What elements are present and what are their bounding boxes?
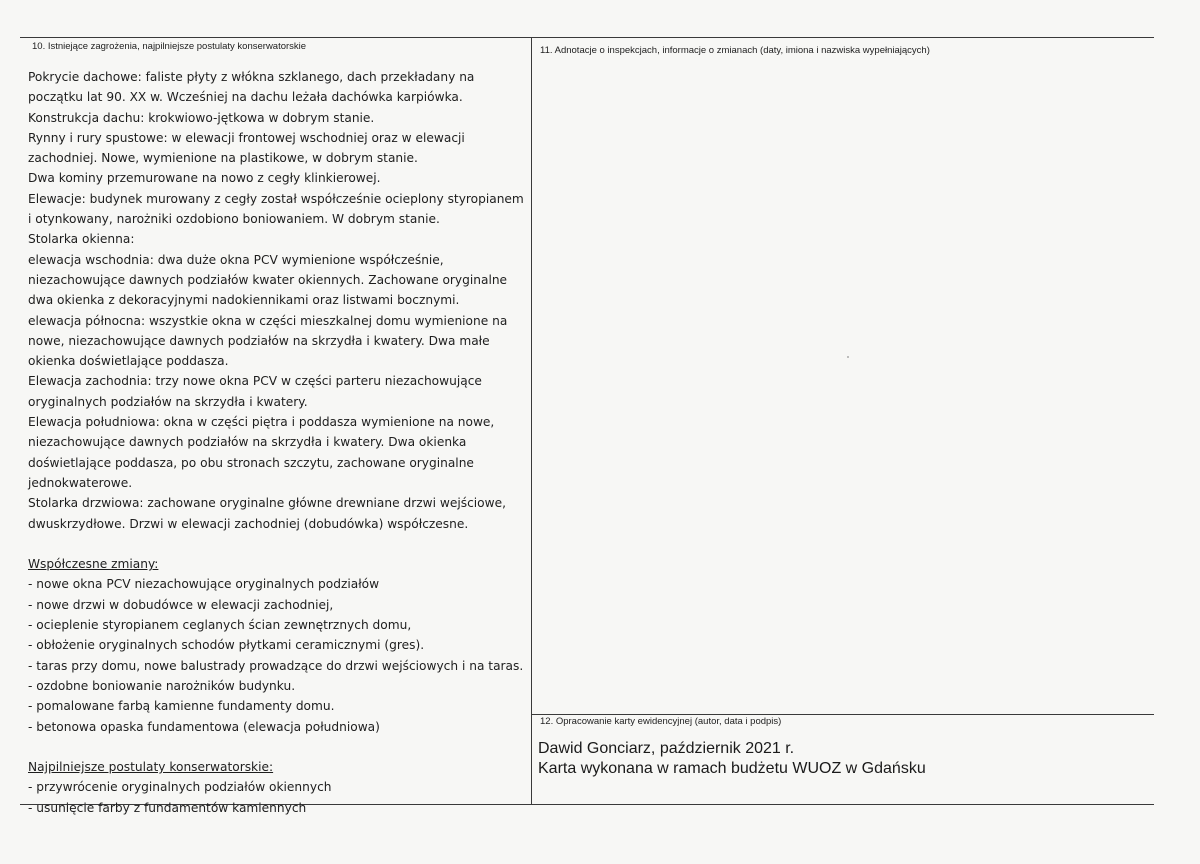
description-line: oryginalnych podziałów na skrzydła i kwatery. xyxy=(28,394,308,409)
postulates-heading: Najpilniejsze postulaty konserwatorskie: xyxy=(28,760,274,775)
list-item: - nowe okna PCV niezachowujące oryginalnych podziałów xyxy=(28,577,380,592)
description-line: niezachowujące dawnych podziałów kwater okiennych. Zachowane oryginalne xyxy=(28,272,508,287)
section-11-label: 11. Adnotacje o inspekcjach, informacje o zmianach (daty, imiona i nazwiska wypełniających) xyxy=(540,45,930,56)
description-line: elewacja wschodnia: dwa duże okna PCV wymienione współcześnie, xyxy=(28,252,444,267)
section-12-label: 12. Opracowanie karty ewidencyjnej (autor, data i podpis) xyxy=(540,716,782,727)
list-item: - usunięcie farby z fundamentów kamiennych xyxy=(28,800,307,815)
description-line: jednokwaterowe. xyxy=(28,475,133,490)
list-item: - obłożenie oryginalnych schodów płytkami ceramicznymi (gres). xyxy=(28,638,425,653)
spacer xyxy=(28,737,528,757)
description-line: elewacja północna: wszystkie okna w części mieszkalnej domu wymienione na xyxy=(28,313,508,328)
list-item: - ocieplenie styropianem ceglanych ścian zewnętrznych domu, xyxy=(28,618,412,633)
section-12-content xyxy=(538,739,926,779)
list-item: - nowe drzwi w dobudówce w elewacji zachodniej, xyxy=(28,597,334,612)
list-item: - przywrócenie oryginalnych podziałów okiennych xyxy=(28,780,332,795)
list-item: - betonowa opaska fundamentowa (elewacja południowa) xyxy=(28,719,380,734)
description-line: Elewacje: budynek murowany z cegły został współcześnie ocieplony styropianem xyxy=(28,191,524,206)
column-divider xyxy=(531,38,532,804)
description-line: Rynny i rury spustowe: w elewacji frontowej wschodniej oraz w elewacji xyxy=(28,130,465,145)
description-line: zachodniej. Nowe, wymienione na plastikowe, w dobrym stanie. xyxy=(28,151,418,166)
description-line: nowe, niezachowujące dawnych podziałów na skrzydła i kwatery. Dwa małe xyxy=(28,333,490,348)
spacer xyxy=(28,534,528,554)
description-line: Stolarka drzwiowa: zachowane oryginalne główne drewniane drzwi wejściowe, xyxy=(28,496,506,511)
description-line: Stolarka okienna: xyxy=(28,232,135,247)
changes-list xyxy=(28,574,528,736)
description-line: i otynkowany, narożniki ozdobiono boniowaniem. W dobrym stanie. xyxy=(28,212,440,227)
list-item: - taras przy domu, nowe balustrady prowadzące do drzwi wejściowych i na taras. xyxy=(28,658,524,673)
condition-description xyxy=(28,67,528,534)
section-10-content xyxy=(28,67,528,818)
description-line: doświetlające poddasza, po obu stronach szczytu, zachowane oryginalne xyxy=(28,455,474,470)
list-item: - ozdobne boniowanie narożników budynku. xyxy=(28,678,296,693)
funding-line: Karta wykonana w ramach budżetu WUOZ w Gdańsku xyxy=(538,760,926,777)
description-line: okienka doświetlające poddasza. xyxy=(28,354,229,369)
description-line: Pokrycie dachowe: faliste płyty z włókna szklanego, dach przekładany na xyxy=(28,70,475,84)
scan-speck xyxy=(847,356,849,358)
description-line: dwa okienka z dekoracyjnymi nadokiennikami oraz listwami bocznymi. xyxy=(28,293,460,308)
description-line: początku lat 90. XX w. Wcześniej na dachu leżała dachówka karpiówka. xyxy=(28,90,463,105)
description-line: dwuskrzydłowe. Drzwi w elewacji zachodniej (dobudówka) współczesne. xyxy=(28,516,469,531)
section-12-divider xyxy=(531,714,1154,715)
changes-heading: Współczesne zmiany: xyxy=(28,557,159,572)
description-line: Elewacja zachodnia: trzy nowe okna PCV w części parteru niezachowujące xyxy=(28,374,482,389)
record-card-form xyxy=(20,37,1154,815)
list-item: - pomalowane farbą kamienne fundamenty domu. xyxy=(28,699,335,714)
author-line: Dawid Gonciarz, październik 2021 r. xyxy=(538,740,795,757)
description-line: Konstrukcja dachu: krokwiowo-jętkowa w dobrym stanie. xyxy=(28,110,375,125)
description-line: Elewacja południowa: okna w części piętra i poddasza wymienione na nowe, xyxy=(28,415,495,430)
section-10-label: 10. Istniejące zagrożenia, najpilniejsze postulaty konserwatorskie xyxy=(32,41,307,52)
description-line: Dwa kominy przemurowane na nowo z cegły klinkierowej. xyxy=(28,171,381,186)
postulates-list xyxy=(28,777,528,818)
description-line: niezachowujące dawnych podziałów na skrzydła i kwatery. Dwa okienka xyxy=(28,435,467,450)
